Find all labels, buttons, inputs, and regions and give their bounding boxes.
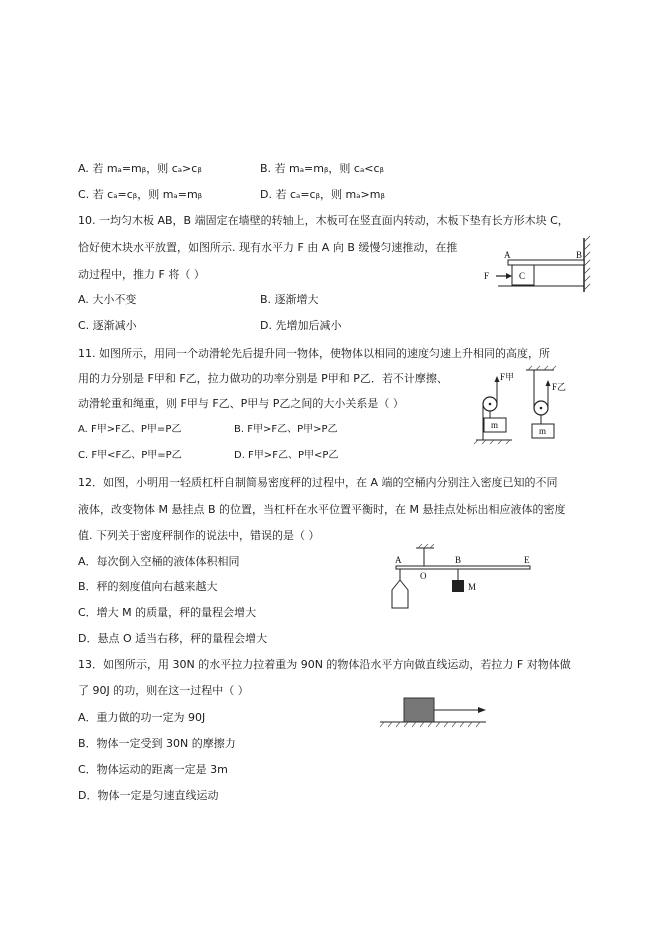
q12-line-2: 液体，改变物体 M 悬挂点 B 的位置，当杠杆在水平位置平衡时，在 M 悬挂点处标出相应液体的密度 — [78, 503, 566, 516]
q10-line-2: 恰好使木块水平放置，如图所示. 现有水平力 F 由 A 向 B 缓慢匀速推动，在推 — [78, 241, 458, 254]
q12-line-3: 值. 下列关于密度秤制作的说法中，错误的是（ ） — [78, 529, 320, 542]
q13-option-c: C．物体运动的距离一定是 3m — [78, 763, 228, 776]
q10-label-f: F — [484, 271, 490, 281]
q10-option-b: B. 逐渐增大 — [260, 293, 319, 306]
q10-option-c: C. 逐渐减小 — [78, 319, 137, 332]
q11-line-2: 用的力分别是 F甲和 F乙，拉力做功的功率分别是 P甲和 P乙．若不计摩擦、 — [78, 372, 448, 385]
q10-label-c: C — [519, 271, 526, 281]
q12-figure — [386, 546, 536, 618]
q10-board — [508, 260, 584, 265]
q11-option-d: D. F甲>F乙、P甲<P乙 — [234, 450, 339, 461]
q12-option-d: D．悬点 O 适当右移，秤的量程会增大 — [78, 632, 268, 645]
q11-option-a: A. F甲>F乙、P甲=P乙 — [78, 424, 182, 435]
q13-option-b: B．物体一定受到 30N 的摩擦力 — [78, 737, 236, 750]
q9-option-d: D. 若 cₐ=cᵦ，则 mₐ>mᵦ — [260, 188, 385, 201]
q10-line-1: 10. 一均匀木板 AB，B 端固定在墙壁的转轴上，木板可在竖直面内转动，木板下垫有长方形木块 C， — [78, 214, 569, 227]
q11-figure — [474, 368, 567, 444]
q11-label-f-right: F乙 — [552, 382, 567, 392]
q9-option-c: C. 若 cₐ=cᵦ，则 mₐ=mᵦ — [78, 188, 203, 201]
q10-option-d: D. 先增加后减小 — [260, 319, 342, 332]
q11-line-1: 11. 如图所示，用同一个动滑轮先后提升同一物体，使物体以相同的速度匀速上升相同的高度，所 — [78, 347, 550, 360]
q12-line-1: 12．如图，小明用一轻质杠杆自制简易密度秤的过程中，在 A 端的空桶内分别注入密度已知的不同 — [78, 476, 558, 489]
q13-line-1: 13．如图所示，用 30N 的水平拉力拉着重为 90N 的物体沿水平方向做直线运动，若拉力 F 对物体做 — [78, 658, 571, 671]
q10-option-a: A. 大小不变 — [78, 293, 137, 306]
q13-option-d: D．物体一定是匀速直线运动 — [78, 789, 219, 802]
q12-label-a: A — [395, 555, 402, 565]
q13-option-a: A．重力做的功一定为 90J — [78, 711, 206, 724]
q12-label-o: O — [420, 571, 427, 581]
q12-label-m: M — [468, 582, 477, 592]
q13-line-2: 了 90J 的功，则在这一过程中（ ） — [78, 684, 249, 697]
q12-label-e: E — [524, 555, 530, 565]
q11-option-c: C. F甲<F乙、P甲=P乙 — [78, 450, 182, 461]
q13-figure — [380, 694, 490, 734]
q10-figure — [478, 236, 596, 294]
q9-option-a: A. 若 mₐ=mᵦ，则 cₐ>cᵦ — [78, 162, 202, 175]
q11-option-b: B. F甲>F乙、P甲>P乙 — [234, 424, 338, 435]
q12-weight-m — [452, 580, 464, 592]
svg-text:m: m — [539, 426, 547, 436]
q12-option-b: B．秤的刻度值向右越来越大 — [78, 580, 218, 593]
q12-bucket — [392, 580, 408, 608]
q10-label-b: B — [576, 250, 583, 260]
q12-option-a: A．每次倒入空桶的液体体积相同 — [78, 555, 240, 568]
q11-label-f-left: F甲 — [500, 372, 515, 382]
q9-option-b: B. 若 mₐ=mᵦ，则 cₐ<cᵦ — [260, 162, 384, 175]
q12-option-c: C．增大 M 的质量，秤的量程会增大 — [78, 606, 257, 619]
q10-label-a: A — [504, 250, 511, 260]
q10-line-3: 动过程中，推力 F 将（ ） — [78, 268, 205, 281]
q13-block — [404, 698, 434, 722]
svg-text:m: m — [491, 420, 499, 430]
q11-line-3: 动滑轮重和绳重，则 F甲与 F乙、P甲与 P乙之间的大小关系是（ ） — [78, 397, 404, 410]
q12-label-b: B — [455, 555, 462, 565]
q12-lever — [396, 566, 530, 569]
q13-force-arrow — [478, 707, 486, 713]
